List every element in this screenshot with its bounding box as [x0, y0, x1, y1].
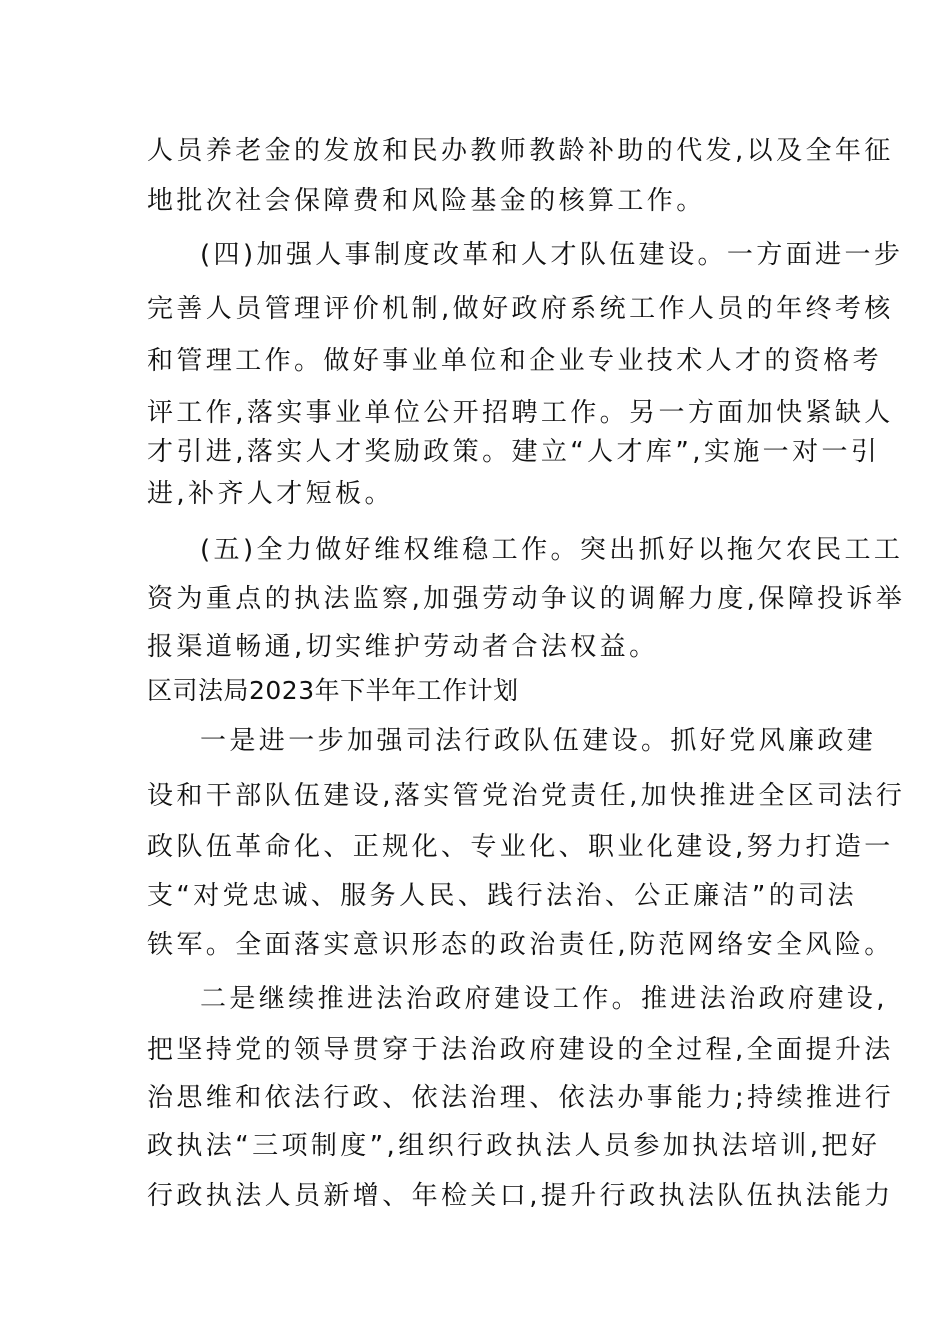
text-line-11: 报渠道畅通,切实维护劳动者合法权益。 [147, 632, 659, 662]
text-line-4: 完善人员管理评价机制,做好政府系统工作人员的年终考核 [147, 294, 894, 324]
text-line-2: 地批次社会保障费和风险基金的核算工作。 [147, 186, 706, 216]
text-line-16: 支“对党忠诚、服务人民、践行法治、公正廉洁”的司法 [147, 881, 857, 911]
text-line-21: 政执法“三项制度”,组织行政执法人员参加执法培训,把好 [147, 1131, 881, 1161]
text-line-10: 资为重点的执法监察,加强劳动争议的调解力度,保障投诉举 [147, 584, 906, 614]
text-line-14: 设和干部队伍建设,落实管党治党责任,加快推进全区司法行 [147, 781, 906, 811]
text-line-5: 和管理工作。做好事业单位和企业专业技术人才的资格考 [147, 346, 883, 376]
text-line-15: 政队伍革命化、正规化、专业化、职业化建设,努力打造一 [147, 832, 894, 862]
text-line-1: 人员养老金的发放和民办教师教龄补助的代发,以及全年征 [147, 136, 894, 166]
text-line-8: 进,补齐人才短板。 [147, 479, 394, 509]
text-line-7: 才引进,落实人才奖励政策。建立“人才库”,实施一对一引 [147, 437, 881, 467]
text-line-20: 治思维和依法行政、依法治理、依法办事能力;持续推进行 [147, 1083, 895, 1113]
text-line-17: 铁军。全面落实意识形态的政治责任,防范网络安全风险。 [147, 930, 894, 960]
plan-title: 区司法局2023年下半年工作计划 [147, 676, 519, 705]
text-line-13: 一是进一步加强司法行政队伍建设。抓好党风廉政建 [200, 726, 877, 756]
section-5-heading-line: (五)全力做好维权维稳工作。突出抓好以拖欠农民工工 [200, 535, 904, 565]
section-4-heading-line: (四)加强人事制度改革和人才队伍建设。一方面进一步 [200, 240, 904, 270]
text-line-19: 把坚持党的领导贯穿于法治政府建设的全过程,全面提升法 [147, 1035, 894, 1065]
text-line-18: 二是继续推进法治政府建设工作。推进法治政府建设, [200, 984, 888, 1014]
text-line-6: 评工作,落实事业单位公开招聘工作。另一方面加快紧缺人 [147, 398, 894, 428]
text-line-22: 行政执法人员新增、年检关口,提升行政执法队伍执法能力 [147, 1181, 894, 1211]
